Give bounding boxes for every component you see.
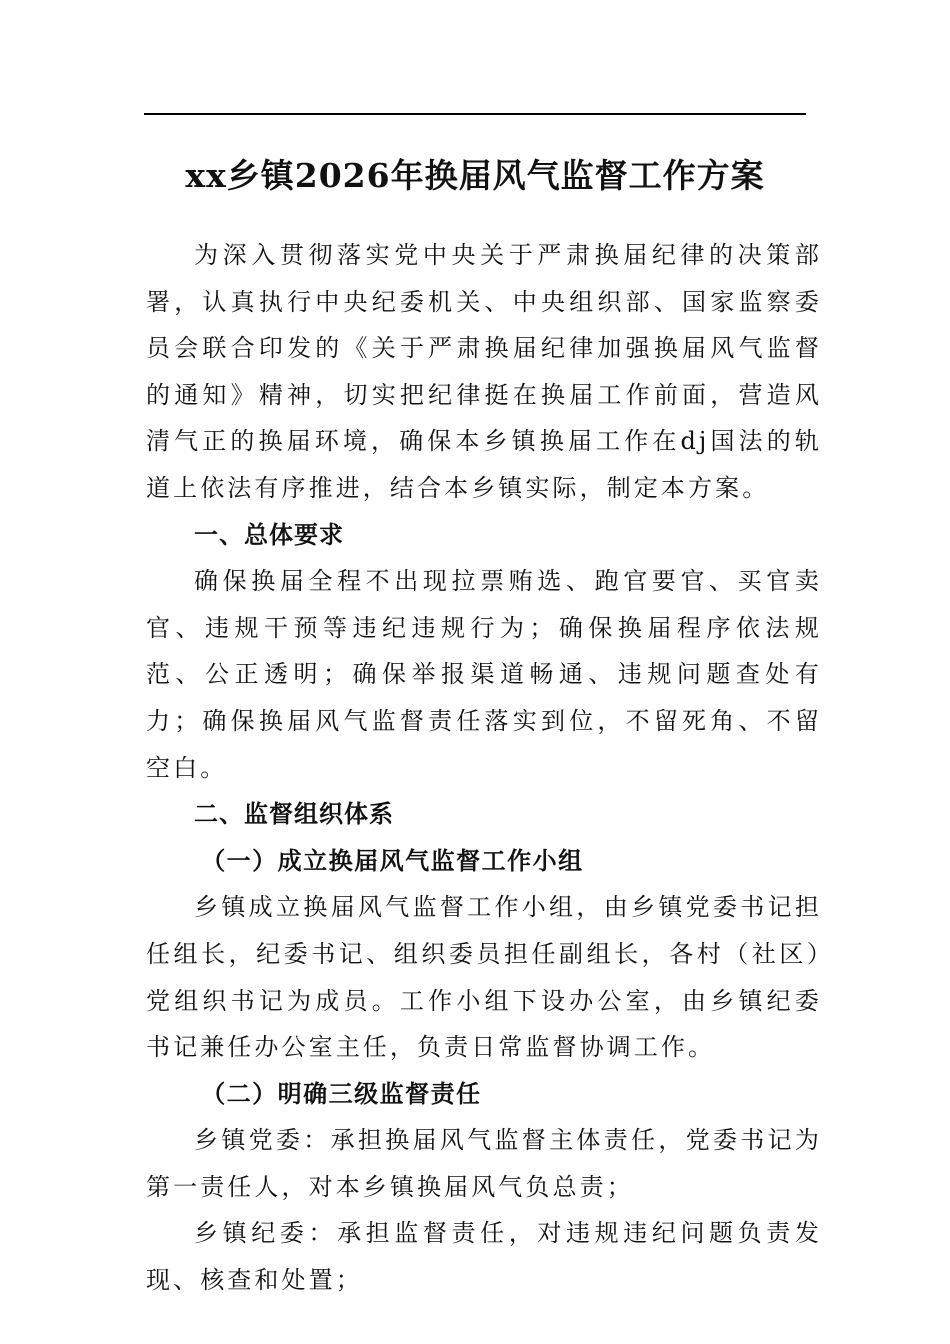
section-heading-supervision-system: 二、监督组织体系: [194, 800, 394, 829]
working-group-paragraph: 乡镇成立换届风气监督工作小组，由乡镇党委书记担任组长，纪委书记、组织委员担任副组长，各村（社区）党组织书记为成员。工作小组下设办公室，由乡镇纪委书记兼任办公室主任，负责日常监督协调工作。: [146, 893, 822, 1062]
discipline-committee-paragraph: 乡镇纪委：承担监督责任，对违规违纪问题负责发现、核查和处置；: [146, 1219, 822, 1295]
document-title: xx乡镇2026年换届风气监督工作方案: [185, 156, 765, 195]
party-committee-paragraph: 乡镇党委：承担换届风气监督主体责任，党委书记为第一责任人，对本乡镇换届风气负总责；: [146, 1126, 822, 1201]
intro-paragraph: 为深入贯彻落实党中央关于严肃换届纪律的决策部署，认真执行中央纪委机关、中央组织部、国家监察委员会联合印发的《关于严肃换届纪律加强换届风气监督的通知》精神，切实把纪律挺在换届工作前面，营造风清气正的换届环境，确保本乡镇换届工作在dj国法的轨道上依法有序推进，结合本乡镇实际，制定本方案。: [146, 241, 822, 502]
general-requirements-paragraph: 确保换届全程不出现拉票贿选、跑官要官、买官卖官、违规干预等违纪违规行为；确保换届程序依法规范、公正透明；确保举报渠道畅通、违规问题查处有力；确保换届风气监督责任落实到位，不留死角、不留空白。: [146, 567, 822, 782]
header-rule: [144, 113, 806, 115]
subheading-three-level-responsibility: （二）明确三级监督责任: [201, 1078, 482, 1108]
document-body: [146, 232, 822, 1304]
subheading-working-group: （一）成立换届风气监督工作小组: [201, 845, 584, 875]
section-heading-general-requirements: 一、总体要求: [194, 520, 344, 549]
